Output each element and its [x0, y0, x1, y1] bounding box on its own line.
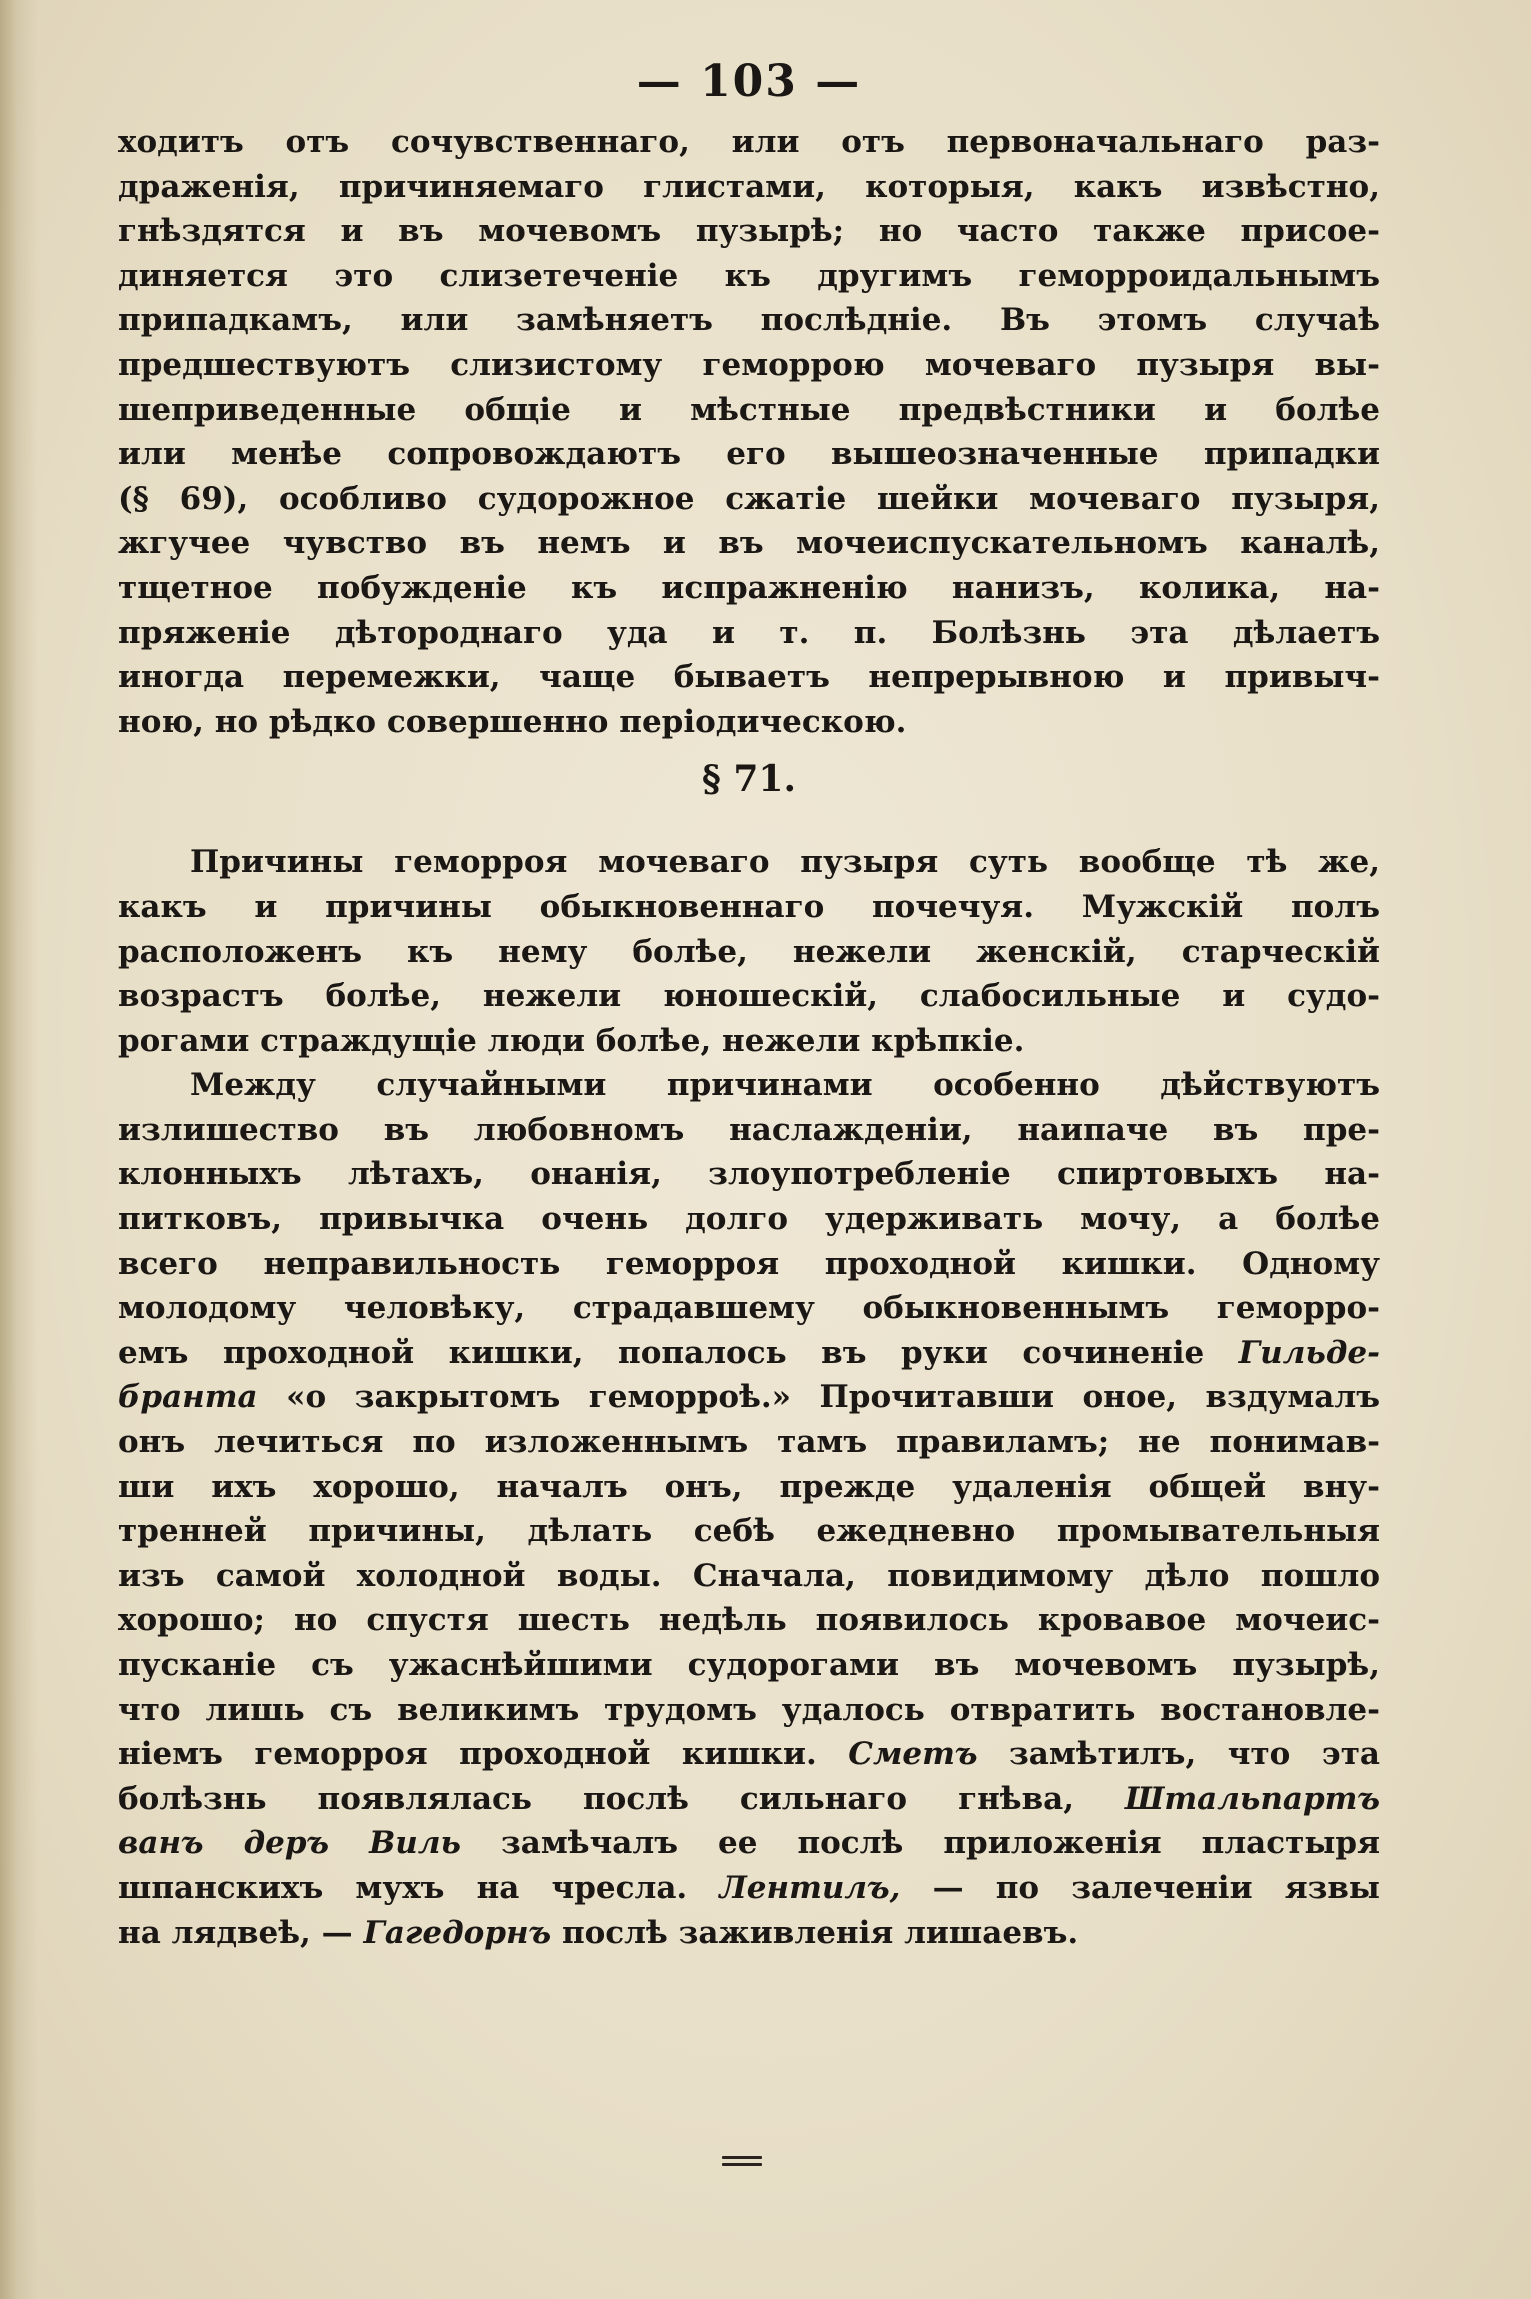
page-number: — 103 — [636, 56, 862, 107]
text-line: Между случайными причинами особенно дѣйствуютъ [190, 1067, 1380, 1104]
text-span: шпанскихъ мухъ на чресла. [118, 1869, 688, 1906]
text-line [118, 1911, 1380, 1956]
text-line: ши ихъ хорошо, началъ онъ, прежде удаленія общей вну- [118, 1468, 1380, 1505]
text-line [118, 1331, 1380, 1376]
text-line: изъ самой холодной воды. Сначала, повидимому дѣло пошло [118, 1557, 1380, 1594]
text-line: возрастъ болѣе, нежели юношескій, слабосильные и судо- [118, 978, 1380, 1015]
text-line: расположенъ къ нему болѣе, нежели женскій, старческій [118, 933, 1380, 970]
text-line [118, 1866, 1380, 1911]
text-line: пряженіе дѣтороднаго уда и т. п. Болѣзнь эта дѣлаетъ [118, 614, 1380, 651]
ornament-rule [722, 2163, 762, 2166]
text-line: питковъ, привычка очень долго удерживать мочу, а болѣе [118, 1201, 1380, 1238]
text-line: ною, но рѣдко совершенно періодическою. [118, 703, 907, 740]
text-span: — по залеченіи язвы [932, 1869, 1380, 1906]
text-line: (§ 69), особливо судорожное сжатіе шейки мочеваго пузыря, [118, 480, 1380, 517]
author-name: Гагедорнъ [363, 1914, 552, 1951]
paragraph-causes [118, 840, 1380, 1063]
text-span: послѣ заживленія лишаевъ. [561, 1914, 1079, 1951]
text-span: болѣзнь появлялась послѣ сильнаго гнѣва, [118, 1780, 1074, 1817]
text-line: драженія, причиняемаго глистами, которыя, какъ извѣстно, [118, 168, 1380, 205]
spine-shadow [0, 0, 38, 2299]
text-span: емъ проходной кишки, попалось въ руки сочиненіе [118, 1334, 1205, 1371]
text-span: замѣчалъ ее послѣ приложенія пластыря [500, 1825, 1380, 1862]
author-name: Сметъ [848, 1736, 978, 1773]
signature-mark [722, 2156, 762, 2170]
text-line: тщетное побужденіе къ испражненію нанизъ, колика, на- [118, 569, 1380, 606]
ornament-rule [722, 2156, 762, 2159]
text-line [118, 1375, 1380, 1420]
text-line: онъ лечиться по изложеннымъ тамъ правиламъ; не понимав- [118, 1424, 1380, 1461]
text-line: пусканіе съ ужаснѣйшими судорогами въ мочевомъ пузырѣ, [118, 1647, 1380, 1683]
text-line: излишество въ любовномъ наслажденіи, наипаче въ пре- [118, 1111, 1380, 1148]
text-span: замѣтилъ, что эта [1009, 1736, 1380, 1773]
text-line: какъ и причины обыкновеннаго почечуя. Мужскій полъ [118, 888, 1380, 925]
paragraph-incidental-causes [118, 1063, 1380, 1955]
author-name: Лентилъ, [719, 1869, 901, 1906]
paragraph-continuation [118, 120, 1380, 744]
section-heading: § 71. [702, 758, 796, 801]
page-content [118, 52, 1380, 1955]
text-line: или менѣе сопровождаютъ его вышеозначенные припадки [118, 436, 1380, 473]
text-line: шеприведенные общіе и мѣстные предвѣстники и болѣе [118, 391, 1380, 428]
text-span: ніемъ геморроя проходной кишки. [118, 1736, 817, 1773]
text-line [118, 1821, 1380, 1866]
text-line: предшествуютъ слизистому геморрою мочеваго пузыря вы- [118, 346, 1380, 383]
text-line: иногда перемежки, чаще бываетъ непрерывною и привыч- [118, 659, 1380, 696]
text-line: клонныхъ лѣтахъ, онанія, злоупотребленіе спиртовыхъ на- [118, 1156, 1380, 1193]
author-name: Гильде- [1238, 1334, 1380, 1371]
text-line: гнѣздятся и въ мочевомъ пузырѣ; но часто также присое- [118, 213, 1380, 250]
text-span: «о закрытомъ геморроѣ.» Прочитавши оное, вздумалъ [286, 1379, 1380, 1416]
text-line: всего неправильность геморроя проходной кишки. Одному [118, 1245, 1380, 1282]
text-line: молодому человѣку, страдавшему обыкновеннымъ геморро- [118, 1290, 1380, 1327]
text-span: на лядвеѣ, — [118, 1914, 353, 1951]
text-line: хорошо; но спустя шесть недѣль появилось кровавое мочеис- [118, 1602, 1380, 1639]
author-name: ванъ деръ Виль [118, 1825, 461, 1862]
text-line [118, 1777, 1380, 1822]
author-name: Штальпартъ [1125, 1780, 1380, 1817]
text-line: ходитъ отъ сочувственнаго, или отъ первоначальнаго раз- [118, 124, 1380, 160]
author-name: бранта [118, 1379, 258, 1416]
text-line: тренней причины, дѣлать себѣ ежедневно промывательныя [118, 1513, 1380, 1550]
text-line: Причины геморроя мочеваго пузыря суть вообще тѣ же, [190, 844, 1380, 881]
text-line: рогами страждущіе люди болѣе, нежели крѣпкіе. [118, 1022, 1025, 1059]
text-line: жгучее чувство въ немъ и въ мочеиспускательномъ каналѣ, [118, 525, 1380, 562]
text-line [118, 1732, 1380, 1777]
text-line: припадкамъ, или замѣняетъ послѣдніе. Въ этомъ случаѣ [118, 302, 1380, 339]
text-line: что лишь съ великимъ трудомъ удалось отвратить востановле- [118, 1691, 1380, 1728]
text-line: диняется это слизетеченіе къ другимъ геморроидальнымъ [118, 257, 1380, 294]
